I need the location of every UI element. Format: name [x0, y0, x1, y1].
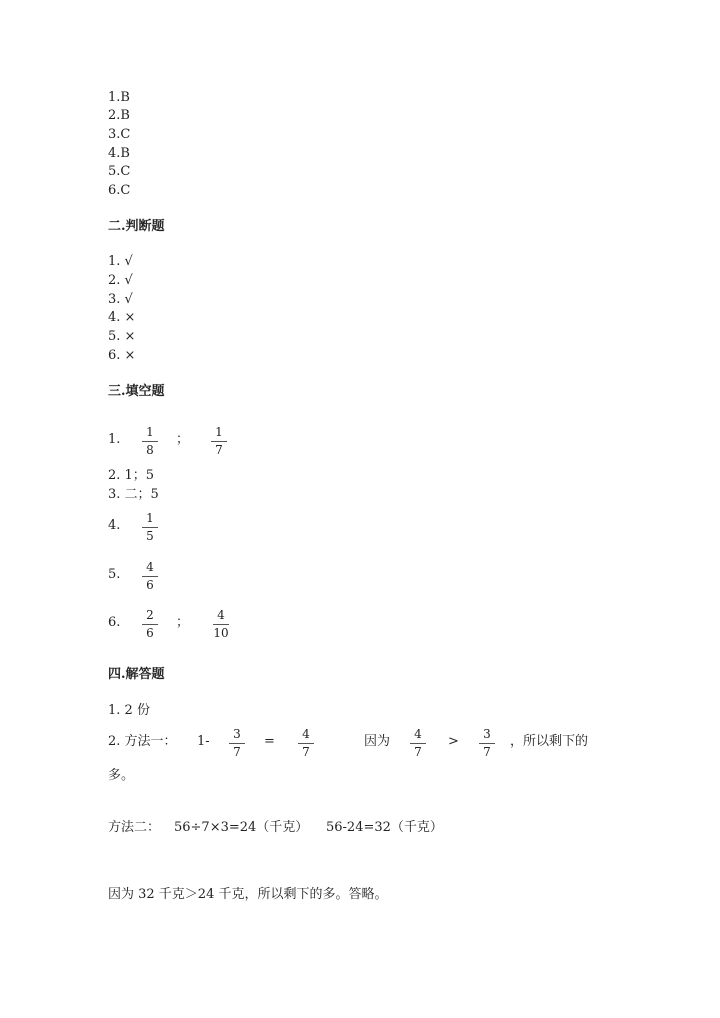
fraction-numerator: 4 [302, 727, 310, 741]
fill-q1-separator: ； [176, 432, 190, 447]
section-heading-fill: 三.填空题 [108, 384, 165, 399]
solve-method1-greater-than: > [448, 734, 459, 749]
fraction-numerator: 1 [215, 425, 223, 439]
solve-q1-answer: 1. 2 份 [108, 703, 150, 718]
solve-method1-fraction-2 [295, 728, 317, 759]
fraction-denominator: 6 [146, 626, 154, 640]
section-heading-judge: 二.判断题 [108, 219, 165, 234]
fraction-bar [142, 527, 158, 528]
choice-answer-5: 5.C [108, 164, 131, 179]
fill-q2-answer: 2. 1；5 [108, 468, 155, 483]
solve-method2-calc-1: 56÷7×3=24（千克） [174, 820, 309, 835]
fraction-denominator: 6 [146, 578, 154, 592]
judge-answer-6: 6. × [108, 348, 136, 363]
fill-q1-fraction-1 [139, 426, 161, 457]
fill-q1-label: 1. [108, 432, 121, 447]
fraction-denominator: 7 [414, 745, 422, 759]
fill-q6-fraction-2 [210, 609, 232, 640]
judge-answer-3: 3. √ [108, 292, 133, 307]
fraction-numerator: 4 [217, 608, 225, 622]
fill-q5-fraction [139, 561, 161, 592]
fraction-bar [142, 624, 158, 625]
solve-method2-label: 方法二： [108, 820, 161, 835]
fraction-numerator: 4 [414, 727, 422, 741]
judge-answer-5: 5. × [108, 329, 136, 344]
choice-answer-2: 2.B [108, 108, 130, 123]
fraction-numerator: 3 [483, 727, 491, 741]
solve-method1-label: 2. 方法一： [108, 734, 177, 749]
fraction-numerator: 3 [233, 727, 241, 741]
solve-method2-calc-2: 56-24=32（千克） [326, 820, 443, 835]
fraction-numerator: 4 [146, 560, 154, 574]
solve-final-answer: 因为 32 千克＞24 千克，所以剩下的多。答略。 [108, 887, 388, 902]
solve-method1-expr-start: 1- [197, 734, 210, 749]
fraction-denominator: 10 [213, 626, 229, 640]
solve-method1-because: 因为 [364, 734, 391, 749]
fill-q4-fraction [139, 512, 161, 543]
fraction-numerator: 2 [146, 608, 154, 622]
fraction-denominator: 5 [146, 529, 154, 543]
solve-method1-conclusion-cont: 多。 [108, 768, 135, 783]
fraction-denominator: 8 [146, 443, 154, 457]
choice-answer-4: 4.B [108, 146, 130, 161]
fill-q5-label: 5. [108, 567, 121, 582]
section-heading-solve: 四.解答题 [108, 667, 165, 682]
solve-method1-equals: = [264, 734, 275, 749]
choice-answer-1: 1.B [108, 90, 130, 105]
fraction-bar [298, 743, 314, 744]
fill-q1-fraction-2 [208, 426, 230, 457]
choice-answer-6: 6.C [108, 183, 131, 198]
fraction-bar [211, 441, 227, 442]
fill-q4-label: 4. [108, 518, 121, 533]
solve-method1-fraction-4 [476, 728, 498, 759]
fraction-bar [229, 743, 245, 744]
fraction-bar [142, 576, 158, 577]
solve-method1-fraction-3 [407, 728, 429, 759]
judge-answer-4: 4. × [108, 310, 136, 325]
fill-q3-answer: 3. 二；5 [108, 487, 159, 502]
fill-q6-label: 6. [108, 615, 121, 630]
judge-answer-2: 2. √ [108, 273, 133, 288]
fraction-denominator: 7 [215, 443, 223, 457]
fraction-numerator: 1 [146, 425, 154, 439]
fraction-denominator: 7 [233, 745, 241, 759]
fraction-numerator: 1 [146, 511, 154, 525]
fill-q6-separator: ； [176, 615, 190, 630]
choice-answer-3: 3.C [108, 127, 131, 142]
solve-method1-fraction-1 [226, 728, 248, 759]
fraction-denominator: 7 [302, 745, 310, 759]
fraction-denominator: 7 [483, 745, 491, 759]
fraction-bar [479, 743, 495, 744]
fraction-bar [410, 743, 426, 744]
fraction-bar [142, 441, 158, 442]
judge-answer-1: 1. √ [108, 254, 133, 269]
fill-q6-fraction-1 [139, 609, 161, 640]
solve-method1-conclusion: ，所以剩下的 [510, 734, 589, 749]
fraction-bar [213, 624, 229, 625]
